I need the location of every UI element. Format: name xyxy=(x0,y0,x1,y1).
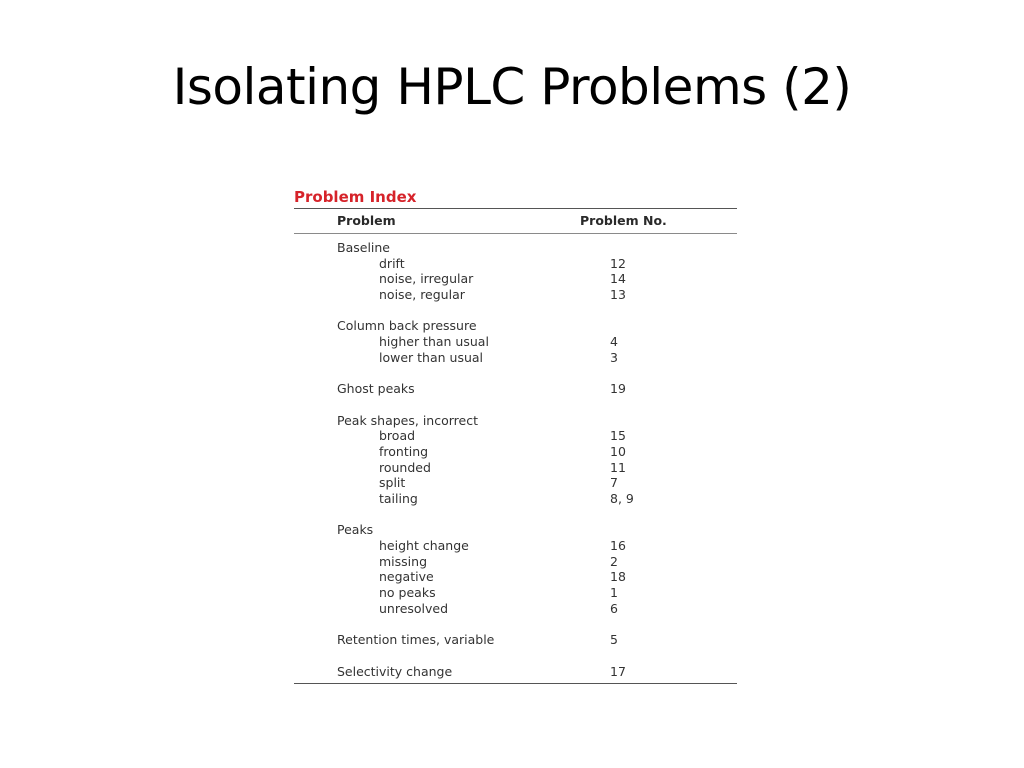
problem-number: 4 xyxy=(610,334,618,350)
problem-number: 10 xyxy=(610,443,626,459)
table-row xyxy=(294,664,737,680)
group-spacer xyxy=(294,366,737,382)
problem-category: Selectivity change xyxy=(337,663,453,679)
table-row xyxy=(294,240,737,256)
header-problem-number: Problem No. xyxy=(580,213,667,228)
problem-category: Baseline xyxy=(337,240,390,255)
group-spacer xyxy=(294,617,737,633)
problem-number: 2 xyxy=(610,553,618,569)
table-row xyxy=(294,632,737,648)
table-row xyxy=(294,444,737,460)
table-row xyxy=(294,491,737,507)
table-row xyxy=(294,601,737,617)
table-row xyxy=(294,350,737,366)
problem-subitem: split xyxy=(379,475,406,491)
group-spacer xyxy=(294,303,737,319)
problem-number: 18 xyxy=(610,569,626,585)
problem-subitem: noise, regular xyxy=(379,287,465,303)
problem-number: 17 xyxy=(610,663,626,679)
problem-number: 8, 9 xyxy=(610,491,634,506)
problem-category: Column back pressure xyxy=(337,318,477,334)
problem-index-table xyxy=(294,186,737,684)
problem-number: 15 xyxy=(610,428,626,444)
group-spacer xyxy=(294,397,737,413)
table-row xyxy=(294,585,737,601)
table-header-row xyxy=(294,209,737,233)
problem-subitem: height change xyxy=(379,538,469,554)
problem-number: 7 xyxy=(610,475,618,491)
problem-number: 19 xyxy=(610,381,626,397)
problem-number: 14 xyxy=(610,271,626,287)
table-bottom-rule xyxy=(294,683,737,684)
table-row xyxy=(294,522,737,538)
problem-subitem: missing xyxy=(379,553,428,569)
header-problem: Problem xyxy=(337,213,396,228)
problem-subitem: broad xyxy=(379,428,416,444)
problem-number: 11 xyxy=(610,459,626,475)
problem-number: 13 xyxy=(610,287,626,303)
problem-category: Retention times, variable xyxy=(337,632,495,648)
problem-number: 3 xyxy=(610,349,618,365)
table-row xyxy=(294,413,737,429)
problem-number: 12 xyxy=(610,255,626,271)
table-row xyxy=(294,287,737,303)
problem-number: 1 xyxy=(610,585,618,601)
table-row xyxy=(294,271,737,287)
table-row xyxy=(294,381,737,397)
problem-subitem: no peaks xyxy=(379,585,436,601)
table-row xyxy=(294,538,737,554)
problem-subitem: rounded xyxy=(379,459,431,475)
problem-subitem: drift xyxy=(379,255,405,271)
problem-category: Ghost peaks xyxy=(337,381,415,397)
problem-number xyxy=(580,413,737,429)
problem-subitem: tailing xyxy=(379,491,418,506)
problem-number: 5 xyxy=(610,632,618,648)
group-spacer xyxy=(294,507,737,523)
problem-number xyxy=(580,318,737,334)
problem-category: Peaks xyxy=(337,522,374,538)
table-row xyxy=(294,318,737,334)
problem-subitem: lower than usual xyxy=(379,349,484,365)
problem-subitem: higher than usual xyxy=(379,334,489,350)
table-caption: Problem Index xyxy=(294,188,417,206)
slide-title: Isolating HPLC Problems (2) xyxy=(172,58,852,116)
problem-number: 6 xyxy=(610,600,618,616)
table-row xyxy=(294,475,737,491)
table-row xyxy=(294,256,737,272)
group-spacer xyxy=(294,648,737,664)
problem-subitem: unresolved xyxy=(379,600,449,616)
table-row xyxy=(294,460,737,476)
problem-subitem: noise, irregular xyxy=(379,271,474,287)
problem-category: Peak shapes, incorrect xyxy=(337,412,478,428)
problem-subitem: negative xyxy=(379,569,434,585)
problem-number xyxy=(580,240,737,256)
table-row xyxy=(294,334,737,350)
table-row xyxy=(294,554,737,570)
problem-number: 16 xyxy=(610,538,626,554)
problem-number xyxy=(580,522,737,538)
table-row xyxy=(294,428,737,444)
problem-subitem: fronting xyxy=(379,443,429,459)
table-row xyxy=(294,569,737,585)
table-body xyxy=(294,234,737,683)
